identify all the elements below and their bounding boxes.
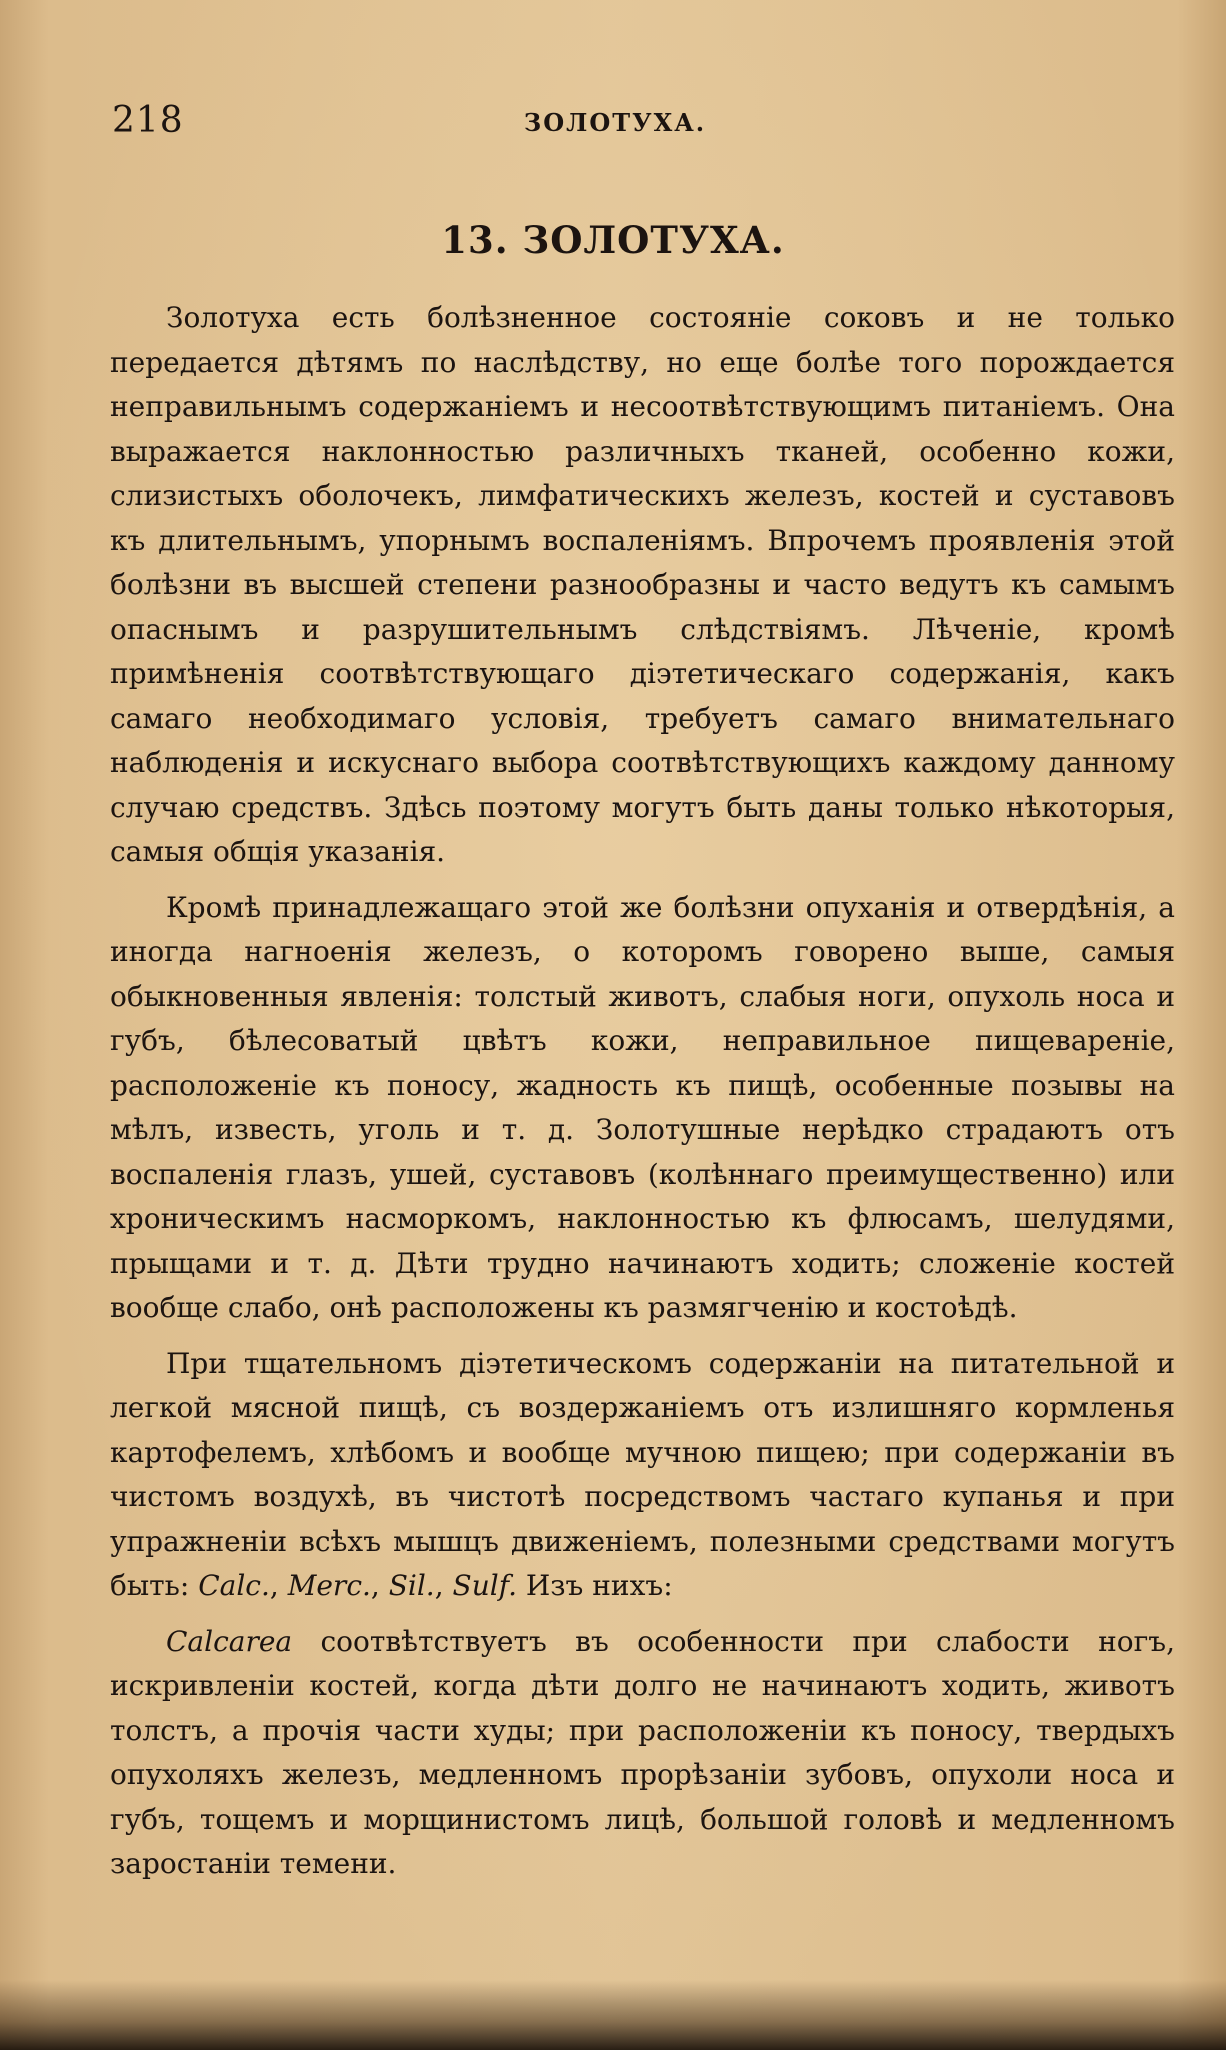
remedy-separator: , <box>269 1569 288 1602</box>
remedy-sil: Sil. <box>388 1569 435 1602</box>
running-title: ЗОЛОТУХА. <box>523 108 707 137</box>
page-number: 218 <box>112 100 184 141</box>
remedy-sulf: Sulf. <box>452 1569 517 1602</box>
paragraph-3 <box>110 1342 1175 1609</box>
remedy-calc: Calc. <box>198 1569 270 1602</box>
body-text <box>110 296 1175 1887</box>
chapter-title: 13. ЗОЛОТУХА. <box>441 218 785 262</box>
remedy-merc: Merc. <box>287 1569 371 1602</box>
remedy-separator: , <box>434 1569 453 1602</box>
paragraph-1: Золотуха есть болѣзненное состоянiе соковъ и не только передается дѣтямъ по наслѣдству, но еще болѣе того порождается неправильнымъ содержанiемъ и несоотвѣтствующимъ питанiемъ. Она выражается наклонностью различныхъ тканей, особенно кожи, слизистыхъ оболочекъ, лимфатическихъ железъ, костей и суставовъ къ длительнымъ, упорнымъ воспаленiямъ. Впрочемъ проявленiя этой болѣзни въ высшей степени разнообразны и часто ведутъ къ самымъ опаснымъ и разрушительнымъ слѣдствiямъ. Лѣченiе, кромѣ примѣненiя соотвѣтствующаго дiэтетическаго содержанiя, какъ самаго необходимаго условiя, требуетъ самаго внимательнаго наблюденiя и искуснаго выбора соотвѣтствующихъ каждому данному случаю средствъ. Здѣсь поэтому могутъ быть даны только нѣкоторыя, самыя общiя указанiя. <box>110 301 1175 868</box>
paragraph-3-text: При тщательномъ дiэтетическомъ содержанiи на питательной и легкой мясной пищѣ, съ воздержанiемъ отъ излишняго кормленья картофелемъ, хлѣбомъ и вообще мучною пищею; при содержанiи въ чистомъ воздухѣ, въ чистотѣ посредствомъ частаго купанья и при упражненiи всѣхъ мышцъ движенiемъ, полезными средствами могутъ быть: <box>110 1346 1175 1602</box>
remedy-calcarea: Calcarea <box>166 1624 293 1658</box>
paragraph-3-tail: Изъ нихъ: <box>516 1569 673 1602</box>
running-header <box>112 100 1118 150</box>
paragraph-4-text: соотвѣтствуетъ въ особенности при слабости ногъ, искривленiи костей, когда дѣти долго не начинаютъ ходить, животъ толстъ, а прочiя части худы; при расположенiи къ поносу, твердыхъ опухоляхъ железъ, медленномъ прорѣзанiи зубовъ, опухоли носа и губъ, тощемъ и морщинистомъ лицѣ, большой головѣ и медленномъ заростанiи темени. <box>110 1624 1175 1880</box>
paragraph-4 <box>110 1620 1175 1887</box>
paragraph-2: Кромѣ принадлежащаго этой же болѣзни опуханiя и отвердѣнiя, а иногда нагноенiя железъ, о которомъ говорено выше, самыя обыкновенныя явленiя: толстый животъ, слабыя ноги, опухоль носа и губъ, бѣлесоватый цвѣтъ кожи, неправильное пищеваренiе, расположенiе къ поносу, жадность къ пищѣ, особенные позывы на мѣлъ, известь, уголь и т. д. Золотушные нерѣдко страдаютъ отъ воспаленiя глазъ, ушей, суставовъ (колѣннаго преимущественно) или хроническимъ насморкомъ, наклонностью къ флюсамъ, шелудями, прыщами и т. д. Дѣти трудно начинаютъ ходить; сложенiе костей вообще слабо, онѣ расположены къ размягченiю и костоѣдѣ. <box>110 890 1175 1324</box>
remedy-separator: , <box>370 1569 389 1602</box>
